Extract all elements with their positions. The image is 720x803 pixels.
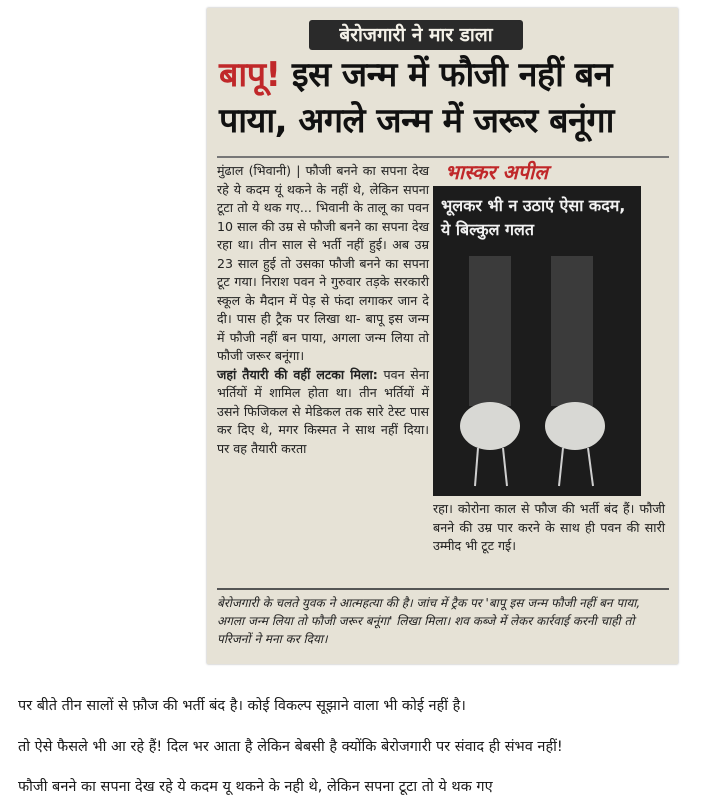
photo-caption: भूलकर भी न उठाएं ऐसा कदम, ये बिल्कुल गलत <box>441 196 626 239</box>
headline-line-1: इस जन्म में फौजी नहीं बन <box>280 55 613 95</box>
article-paragraph-2: पवन सेना भर्तियों में शामिल होता था। तीन भर्तियों में उसने फिजिकल से मेडिकल तक सारे टेस्ट पास कर दिए थे, मगर किस्मत ने साथ नहीं दिया। पर वह तैयारी करता <box>217 366 429 456</box>
appeal-tag: भास्कर अपील <box>445 160 548 184</box>
article-subhead: जहां तैयारी की वहीं लटका मिला: <box>217 366 378 382</box>
newspaper-clipping-image <box>207 8 678 664</box>
note-divider <box>217 588 669 590</box>
headline-divider <box>217 156 669 158</box>
article-left-column <box>217 162 429 458</box>
post-text-line-1: पर बीते तीन सालों से फ़ौज की भर्ती बंद है। कोई विकल्प सूझाने वाला भी कोई नहीं है। <box>18 698 466 714</box>
article-paragraph-3: रहा। कोरोना काल से फौज की भर्ती बंद हैं। फौजी बनने की उम्र पार करने के साथ ही पवन की सारी उम्मीद भी टूट गई। <box>433 501 665 553</box>
post-text-line-3: फौजी बनने का सपना देख रहे ये कदम यू थकने के नही थे, लेकिन सपना टूटा तो ये थक गए <box>18 779 493 795</box>
feet-photo <box>433 186 641 496</box>
headline-exclamation: बापू! <box>219 55 281 95</box>
clipping-kicker: बेरोजगारी ने मार डाला <box>309 20 523 50</box>
police-note-box: बेरोजगारी के चलते युवक ने आत्महत्या की है। जांच में ट्रैक पर 'बापू इस जन्म फौजी नहीं बन पाया, अगला जन्म लिया तो फौजी जरूर बनूंगा' लिखा मिला। शव कब्जे में लेकर कार्रवाई करनी चाही तो परिजनों ने मना कर दिया। <box>217 596 641 646</box>
article-right-column <box>433 500 665 556</box>
article-paragraph-1: मुंढाल (भिवानी) | फौजी बनने का सपना देख रहे ये कदम यूं थकने के नहीं थे, लेकिन सपना टूटा तो ये थक गए... भिवानी के तालू का पवन 10 साल की उम्र से फौजी बनने का सपना देख रहा था। तीन साल से भर्ती नहीं हुई। अब उम्र 23 साल हुई तो उसका फौजी बनने का सपना टूट गया। निराश पवन ने गुरुवार तड़के सरकारी स्कूल के मैदान में पेड़ से फंदा लगाकर जान दे दी। पास ही ट्रैक पर लिखा था- बापू इस जन्म में फौजी नहीं बन पाया, अगला जन्म लिया तो फौजी जरूर बनूंगा। <box>217 163 429 363</box>
headline-line-2: पाया, अगले जन्म में जरूर बनूंगा <box>219 101 614 141</box>
clipping-headline <box>219 52 669 144</box>
post-text-line-2: तो ऐसे फैसले भी आ रहे हैं! दिल भर आता है लेकिन बेबसी है क्योंकि बेरोजगारी पर संवाद ही संभव नहीं! <box>18 739 563 755</box>
